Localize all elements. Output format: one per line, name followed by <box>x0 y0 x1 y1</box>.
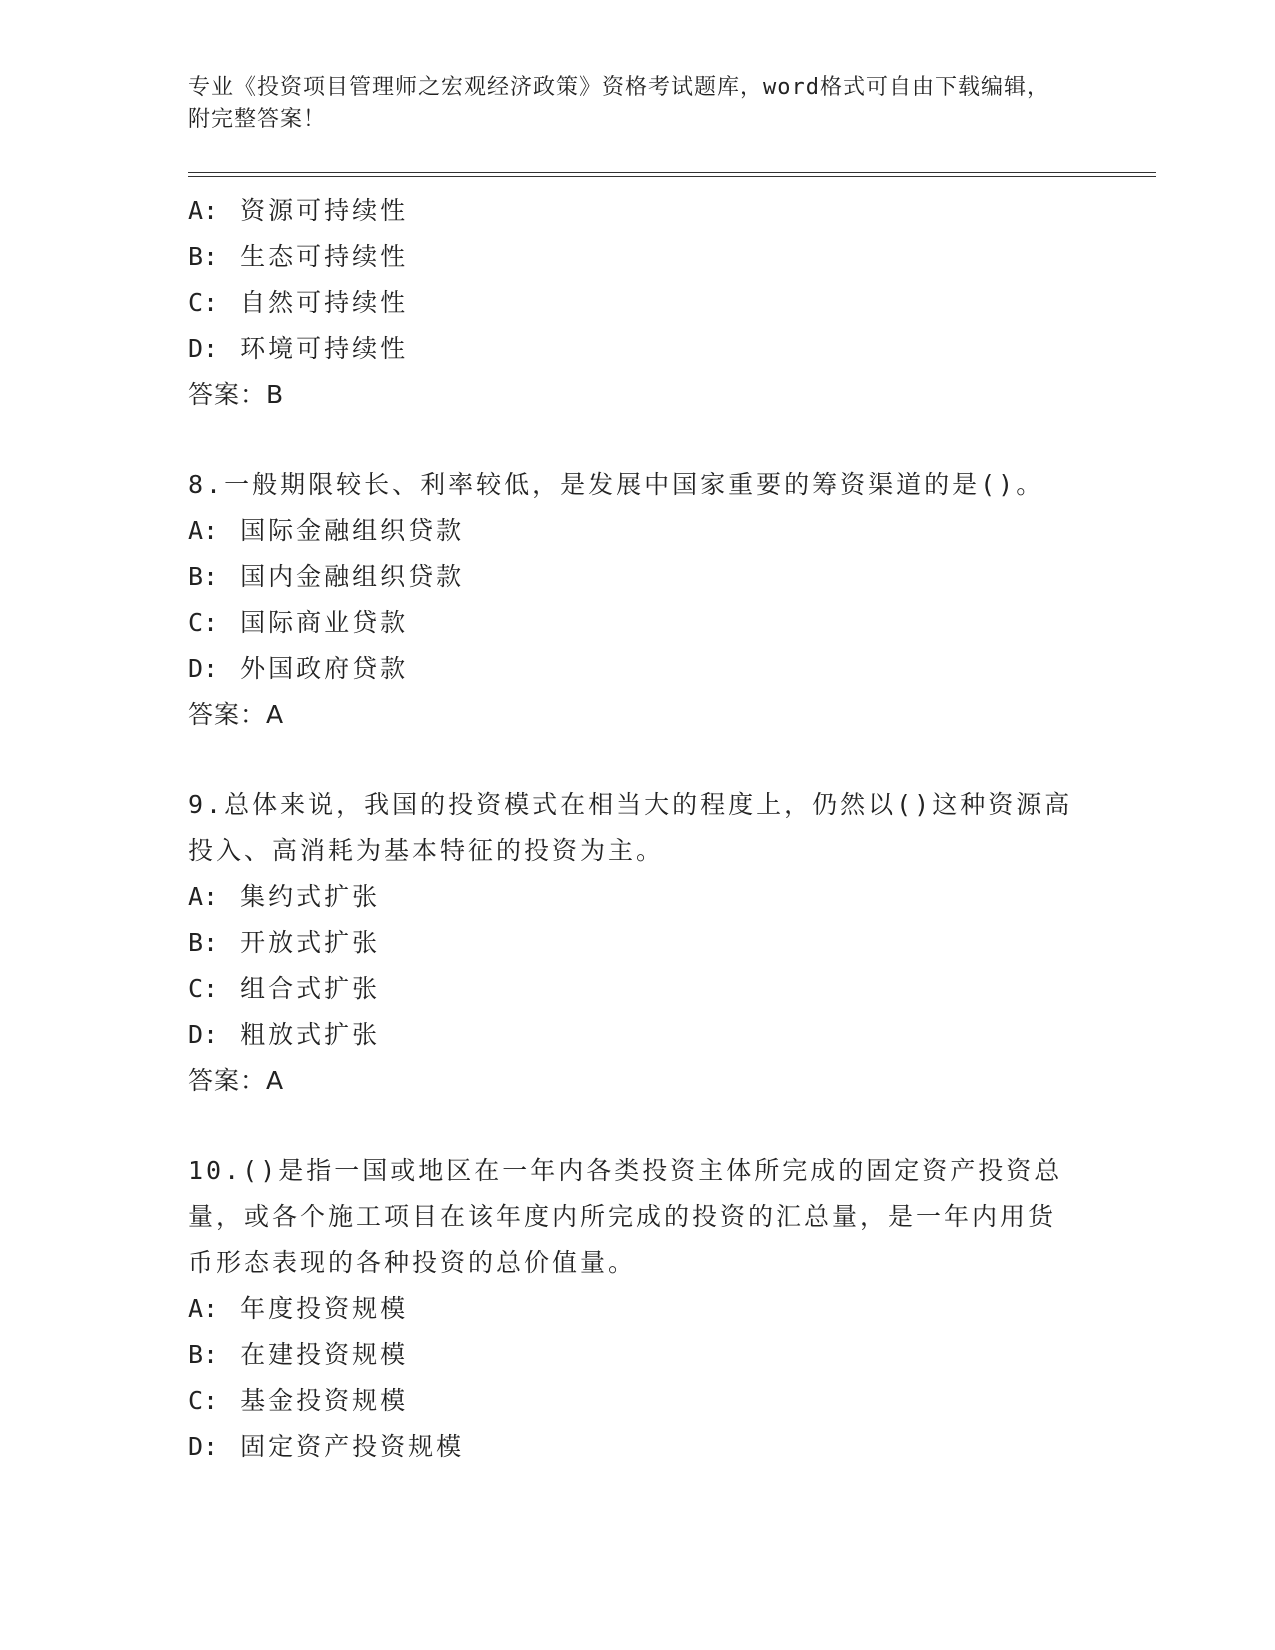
question-stem: 8.一般期限较长、利率较低，是发展中国家重要的筹资渠道的是()。 <box>188 470 1045 499</box>
option-c: C: 国际商业贷款 <box>188 608 409 637</box>
question-stem: 10.()是指一国或地区在一年内各类投资主体所完成的固定资产投资总量，或各个施工项目在该年度内所完成的投资的汇总量，是一年内用货币形态表现的各种投资的总价值量。 <box>188 1156 1063 1277</box>
answer-line: 答案：A <box>188 1066 285 1095</box>
question-item <box>188 782 1078 1104</box>
option-b: B: 国内金融组织贷款 <box>188 562 465 591</box>
option-d: D: 固定资产投资规模 <box>188 1432 465 1461</box>
option-d: D: 环境可持续性 <box>188 334 409 363</box>
option-d: D: 外国政府贷款 <box>188 654 409 683</box>
question-item <box>188 462 1078 738</box>
question-list <box>188 188 1078 1470</box>
question-stem: 9.总体来说，我国的投资模式在相当大的程度上，仍然以()这种资源高投入、高消耗为基本特征的投资为主。 <box>188 790 1073 865</box>
question-item <box>188 1148 1078 1470</box>
option-a: A: 国际金融组织贷款 <box>188 516 465 545</box>
document-header: 专业《投资项目管理师之宏观经济政策》资格考试题库，word格式可自由下载编辑，附完整答案！ <box>188 75 1050 132</box>
option-a: A: 资源可持续性 <box>188 196 409 225</box>
question-item <box>188 188 1078 418</box>
option-d: D: 粗放式扩张 <box>188 1020 381 1049</box>
option-b: B: 生态可持续性 <box>188 242 409 271</box>
header-rule-top <box>188 172 1156 173</box>
option-b: B: 开放式扩张 <box>188 928 381 957</box>
option-c: C: 自然可持续性 <box>188 288 409 317</box>
option-c: C: 基金投资规模 <box>188 1386 409 1415</box>
option-c: C: 组合式扩张 <box>188 974 381 1003</box>
option-a: A: 年度投资规模 <box>188 1294 409 1323</box>
option-b: B: 在建投资规模 <box>188 1340 409 1369</box>
answer-line: 答案：B <box>188 380 285 409</box>
answer-line: 答案：A <box>188 700 285 729</box>
option-a: A: 集约式扩张 <box>188 882 381 911</box>
header-rule-bottom <box>188 176 1156 177</box>
